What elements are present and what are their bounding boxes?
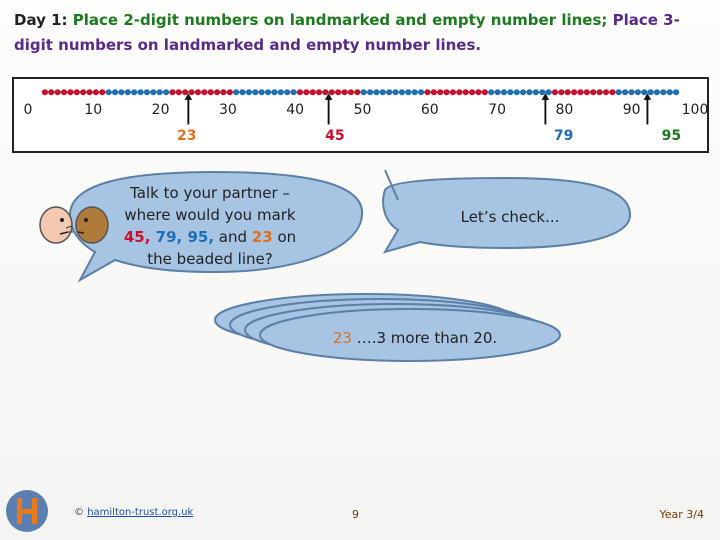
bead — [86, 89, 92, 95]
bead — [208, 89, 214, 95]
check-bubble-text: Let’s check... — [460, 208, 560, 226]
tick-label-0: 0 — [23, 102, 33, 118]
page-number: 9 — [352, 508, 359, 521]
answer-bubble — [290, 327, 540, 349]
bead — [431, 89, 437, 95]
bead — [201, 89, 207, 95]
bead — [348, 89, 354, 95]
bead — [628, 89, 634, 95]
bead — [526, 89, 532, 95]
prompt-number-79: 79, — [150, 228, 183, 246]
bead — [437, 89, 443, 95]
bead — [520, 89, 526, 95]
tick-label-100: 100 — [681, 102, 709, 118]
bead — [265, 89, 271, 95]
tick-label-60: 60 — [420, 102, 439, 118]
mark-label-79: 79 — [553, 128, 574, 144]
bead — [616, 89, 622, 95]
bead — [514, 89, 520, 95]
bead — [654, 89, 660, 95]
bead — [667, 89, 673, 95]
hamilton-logo-icon — [4, 488, 50, 534]
bead — [67, 89, 73, 95]
bead — [284, 89, 290, 95]
bead — [227, 89, 233, 95]
bead — [195, 89, 201, 95]
bead — [125, 89, 131, 95]
bead — [316, 89, 322, 95]
bead — [118, 89, 124, 95]
tick-label-30: 30 — [218, 102, 237, 118]
title-day: Day 1: — [14, 11, 68, 29]
bead — [182, 89, 188, 95]
bead — [577, 89, 583, 95]
bead — [329, 89, 335, 95]
bead — [450, 89, 456, 95]
bead — [335, 89, 341, 95]
bead — [106, 89, 112, 95]
bead — [61, 89, 67, 95]
bead — [74, 89, 80, 95]
bead — [456, 89, 462, 95]
bead — [322, 89, 328, 95]
bead — [590, 89, 596, 95]
bead — [386, 89, 392, 95]
answer-number: 23 — [332, 329, 352, 347]
bead — [622, 89, 628, 95]
prompt-number-23: 23 — [251, 228, 273, 246]
bead — [214, 89, 220, 95]
prompt-number-95: 95, — [182, 228, 215, 246]
bead — [252, 89, 258, 95]
year-label: Year 3/4 — [659, 508, 704, 521]
bead — [138, 89, 144, 95]
bead — [144, 89, 150, 95]
bead — [48, 89, 54, 95]
bead — [246, 89, 252, 95]
bead — [444, 89, 450, 95]
bead — [507, 89, 513, 95]
prompt-number-45: 45, — [123, 228, 151, 246]
prompt-on: on — [272, 228, 297, 246]
bead — [271, 89, 277, 95]
bead — [501, 89, 507, 95]
bead — [310, 89, 316, 95]
bead — [463, 89, 469, 95]
bead — [80, 89, 86, 95]
bead — [584, 89, 590, 95]
bead — [189, 89, 195, 95]
prompt-line-4: the beaded line? — [147, 250, 273, 268]
bead — [609, 89, 615, 95]
prompt-and: and — [214, 228, 252, 246]
bead — [373, 89, 379, 95]
title-part-2: Place 3-digit numbers on landmarked and empty number lines. — [14, 11, 680, 54]
bead — [635, 89, 641, 95]
prompt-bubble — [100, 182, 320, 270]
bead — [495, 89, 501, 95]
bead — [405, 89, 411, 95]
bead — [648, 89, 654, 95]
bead — [291, 89, 297, 95]
bead — [424, 89, 430, 95]
bead — [641, 89, 647, 95]
bead — [546, 89, 552, 95]
bead — [571, 89, 577, 95]
bead — [367, 89, 373, 95]
tick-label-90: 90 — [622, 102, 641, 118]
mark-label-45: 45 — [325, 128, 345, 144]
copyright-symbol: © — [74, 507, 84, 518]
bead — [482, 89, 488, 95]
bead — [150, 89, 156, 95]
bead — [220, 89, 226, 95]
bead — [597, 89, 603, 95]
tick-label-70: 70 — [488, 102, 506, 118]
bead — [55, 89, 61, 95]
page-title — [14, 8, 714, 58]
check-bubble — [420, 206, 600, 228]
bead — [42, 89, 48, 95]
bead — [603, 89, 609, 95]
bead — [469, 89, 475, 95]
bead — [488, 89, 494, 95]
bead — [93, 89, 99, 95]
answer-text: ….3 more than 20. — [351, 329, 498, 347]
bead — [259, 89, 265, 95]
bead — [342, 89, 348, 95]
bead — [565, 89, 571, 95]
bead — [533, 89, 539, 95]
bead — [163, 89, 169, 95]
title-part-1: Place 2-digit numbers on landmarked and empty number lines; — [67, 11, 608, 29]
mark-label-23: 23 — [177, 128, 197, 144]
tick-label-80: 80 — [555, 102, 574, 118]
bead — [240, 89, 246, 95]
bead — [475, 89, 481, 95]
prompt-line-1: Talk to your partner – — [130, 184, 290, 202]
bead — [660, 89, 666, 95]
footer-copyright — [74, 507, 193, 518]
bead — [176, 89, 182, 95]
bead — [157, 89, 163, 95]
bead — [112, 89, 118, 95]
prompt-line-2: where would you mark — [124, 206, 296, 224]
mark-label-95: 95 — [661, 128, 682, 144]
tick-label-50: 50 — [353, 102, 372, 118]
bead — [99, 89, 105, 95]
bead — [552, 89, 558, 95]
bead — [303, 89, 309, 95]
tick-label-10: 10 — [84, 102, 103, 118]
tick-label-40: 40 — [286, 102, 305, 118]
bead — [399, 89, 405, 95]
bead — [354, 89, 360, 95]
bead — [361, 89, 367, 95]
mark-arrow-23 — [185, 93, 193, 124]
hamilton-trust-link[interactable]: hamilton-trust.org.uk — [87, 507, 194, 518]
mark-arrow-45 — [325, 93, 333, 124]
bead — [393, 89, 399, 95]
bead — [418, 89, 424, 95]
prompt-line-3 — [100, 226, 320, 248]
bead — [233, 89, 239, 95]
bead — [380, 89, 386, 95]
bead — [131, 89, 137, 95]
bead — [558, 89, 564, 95]
bead — [297, 89, 303, 95]
bead — [539, 89, 545, 95]
bead — [412, 89, 418, 95]
bead — [169, 89, 175, 95]
tick-label-20: 20 — [151, 102, 170, 118]
bead — [673, 89, 679, 95]
bead — [278, 89, 284, 95]
